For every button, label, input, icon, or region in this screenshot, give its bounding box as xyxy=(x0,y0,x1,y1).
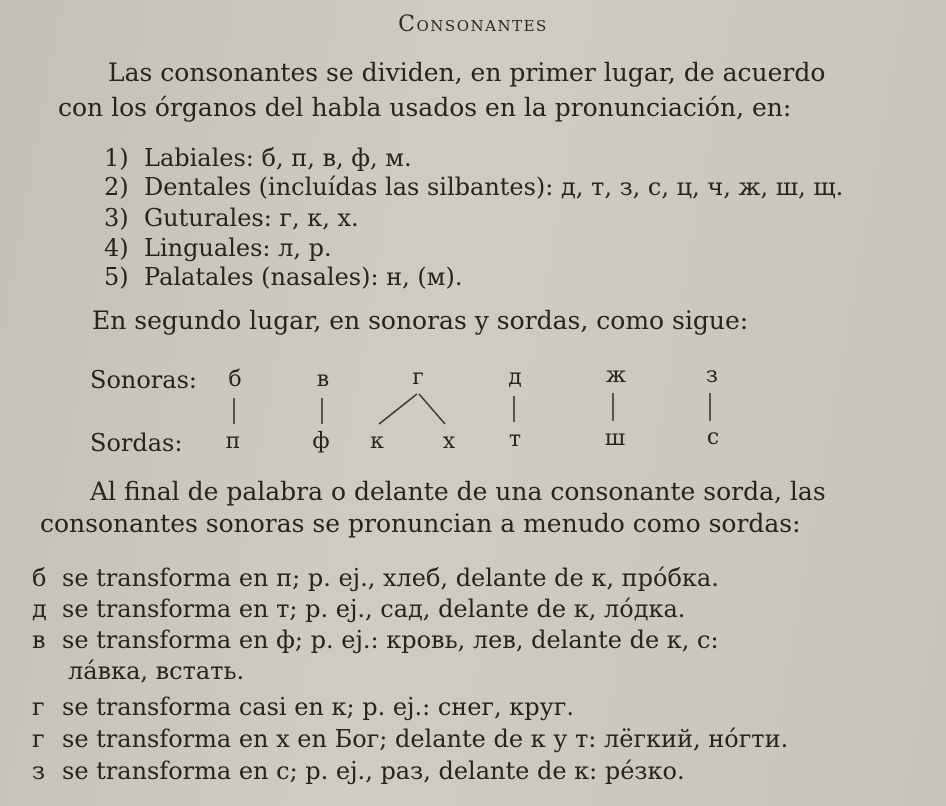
list-item xyxy=(104,203,359,233)
sonora-letter: б xyxy=(228,367,242,392)
final-para-line-2: consonantes sonoras se pronuncian a menudo como sordas: xyxy=(40,509,801,538)
list-item-text: Dentales (incluídas las silbantes): д, т, з, с, ц, ч, ж, ш, щ. xyxy=(144,173,844,201)
sonora-letter: ж xyxy=(605,363,627,388)
list-item xyxy=(104,143,412,173)
connector-g-k xyxy=(379,394,417,424)
rule-letter: д xyxy=(32,595,47,623)
rule-text: лáвка, встать. xyxy=(68,657,245,685)
rule-line xyxy=(32,625,719,655)
rule-text: se transforma en п; p. ej., хлеб, delante de к, прóбка. xyxy=(62,564,719,592)
list-item-number: 2) xyxy=(104,173,129,201)
sonoras-label: Sonoras: xyxy=(90,366,197,394)
list-item-text: Palatales (nasales): н, (м). xyxy=(144,263,463,291)
sorda-letter: к xyxy=(370,429,384,454)
sonora-letter: д xyxy=(508,365,522,390)
sorda-letter: с xyxy=(706,425,720,450)
rule-text: se transforma en с; p. ej., раз, delante de к: рéзко. xyxy=(62,757,685,785)
list-item-text: Linguales: л, р. xyxy=(144,234,332,262)
sonora-letter: г xyxy=(412,365,424,390)
rule-line xyxy=(32,594,685,624)
second-intro: En segundo lugar, en sonoras y sordas, como sigue: xyxy=(92,306,749,335)
sordas-label: Sordas: xyxy=(90,429,183,457)
list-item xyxy=(104,233,332,263)
sorda-letter: ш xyxy=(604,426,626,451)
final-para-line-1: Al final de palabra o delante de una consonante sorda, las xyxy=(90,477,826,506)
rule-line xyxy=(32,724,788,754)
rule-letter: в xyxy=(32,626,46,654)
list-item-text: Guturales: г, к, х. xyxy=(144,204,359,232)
rule-line xyxy=(32,756,685,786)
rule-text: se transforma casi en к; p. ej.: снег, круг. xyxy=(62,693,574,721)
sonora-letter: в xyxy=(316,367,330,392)
intro-line-1: Las consonantes se dividen, en primer lugar, de acuerdo xyxy=(108,58,826,87)
rule-letter: г xyxy=(32,725,45,753)
rule-line xyxy=(32,563,719,593)
rule-letter: б xyxy=(32,564,47,592)
list-item-number: 4) xyxy=(104,234,129,262)
sorda-letter: х xyxy=(442,429,456,454)
rule-text: se transforma en ф; p. ej.: кровь, лев, delante de к, с: xyxy=(62,626,719,654)
list-item-number: 1) xyxy=(104,144,129,172)
sonora-letter: з xyxy=(706,363,718,388)
rule-letter: з xyxy=(32,757,46,785)
list-item-text: Labiales: б, п, в, ф, м. xyxy=(144,144,412,172)
rule-text: se transforma en т; p. ej., сад, delante de к, лóдка. xyxy=(62,595,686,623)
list-item xyxy=(104,262,462,292)
rule-text: se transforma en х en Бог; delante de к у т: лёгкий, нóгти. xyxy=(62,725,789,753)
rule-letter: г xyxy=(32,693,45,721)
list-item-number: 5) xyxy=(104,263,129,291)
sorda-letter: т xyxy=(508,427,522,452)
sorda-letter: п xyxy=(225,429,241,454)
list-item xyxy=(104,172,843,202)
sorda-letter: ф xyxy=(312,429,330,454)
connector-g-kh xyxy=(419,394,445,424)
rule-line xyxy=(32,692,574,722)
page-title: Consonantes xyxy=(398,12,548,37)
intro-line-2: con los órganos del habla usados en la pronunciación, en: xyxy=(58,93,792,122)
list-item-number: 3) xyxy=(104,204,129,232)
rule-line-continuation xyxy=(68,656,244,686)
